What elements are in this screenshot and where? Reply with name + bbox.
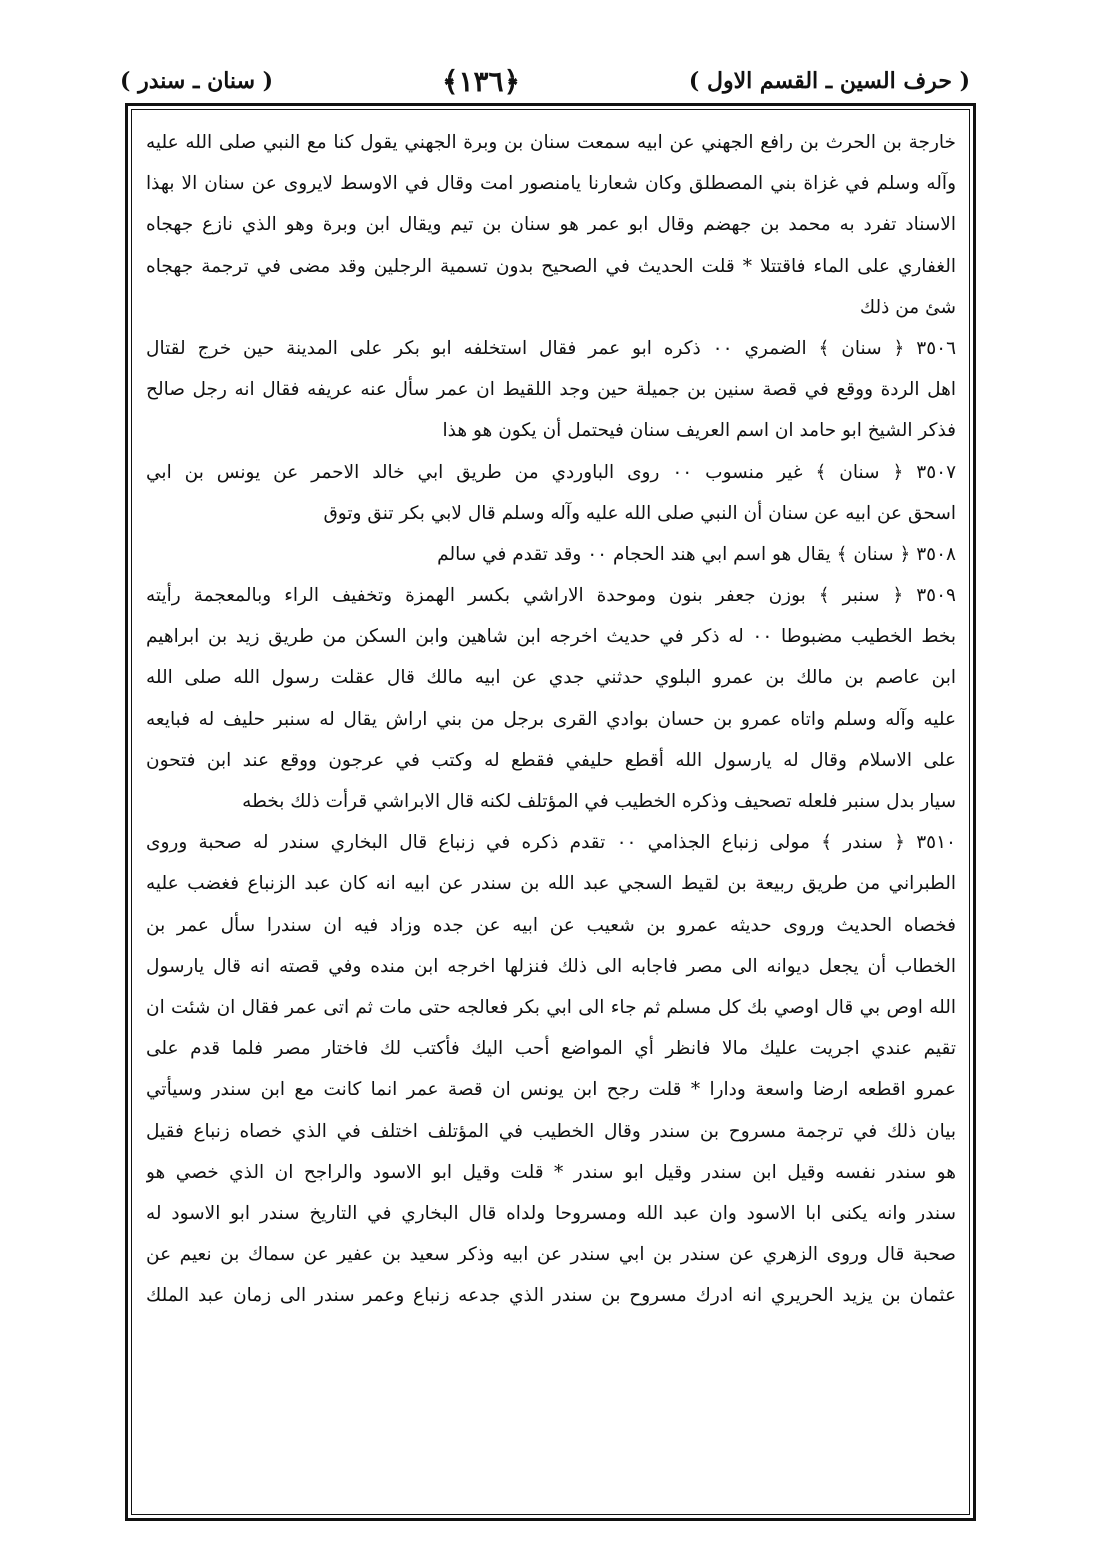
text-line: عثمان بن يزيد الحريري انه ادرك مسروح بن سندر الذي جدعه زنباع وعمر سندر الى زمان عبد الملك [146, 1285, 956, 1307]
header-chapter-title: ( حرف السين ـ القسم الاول ) [688, 68, 970, 94]
body-text [146, 122, 956, 1507]
text-line: الله اوص بي قال اوصي بك كل مسلم ثم جاء الى ابي بكر فعالجه حتى مات ثم اتى عمر فقال ان شئت ان [146, 996, 956, 1018]
entry-3508-line: ٣٥٠٨ ﴿ سنان ﴾ يقال هو اسم ابي هند الحجام ٠٠ وقد تقدم في سالم [437, 543, 956, 565]
text-line: الطبراني من طريق ربيعة بن لقيط السجي عبد الله بن سندر عن ابيه انه كان عبد الزنباع فغضب عليه [146, 873, 956, 895]
page-number: ﴿١٣٦﴾ [442, 64, 520, 98]
text-line: سندر وانه يكنى ابا الاسود وان عبد الله ومسروحا ولداه قال البخاري في التاريخ سندر ابو الاسود له [146, 1202, 956, 1224]
text-line: بيان ذلك في ترجمة مسروح بن سندر وقال الخطيب في المؤتلف اختلف في الذي خصاه زنباع فقيل [146, 1120, 956, 1142]
text-line: عمرو اقطعه ارضا واسعة ودارا * قلت رجح ابن يونس ان قصة عمر انما كانت مع ابن سندر وسيأتي [146, 1079, 956, 1101]
text-line: على الاسلام وقال له يارسول الله أقطع حليفي فقطع له وكتب في عرجون ووقع عند ابن فتحون [146, 749, 956, 771]
text-line: اهل الردة ووقع في قصة سنين بن جميلة حين وجد اللقيط ان عمر سأل عنه عريفه فقال انه رجل صالح [146, 379, 956, 401]
header-entry-range: ( سنان ـ سندر ) [120, 68, 274, 94]
text-line: ابن عاصم بن مالك بن عمرو البلوي حدثني جدي عن ابيه مالك قال عقلت رسول الله صلى الله [146, 667, 956, 689]
text-line: صحبة قال وروى الزهري عن سندر بن ابي سندر عن ابيه وذكر سعيد بن عفير عن سماك بن نعيم عن [146, 1244, 956, 1266]
entry-3509-line: ٣٥٠٩ ﴿ سنبر ﴾ بوزن جعفر بنون وموحدة الاراشي بكسر الهمزة وتخفيف الراء وبالمعجمة رأيته [146, 585, 956, 607]
text-line: الخطاب أن يجعل ديوانه الى مصر فاجابه الى ذلك فنزلها اخرجه ابن منده وفي قصته انه قال يارسول [146, 955, 956, 977]
text-line: الاسناد تفرد به محمد بن جهضم وقال ابو عمر هو سنان بن تيم ويقال ابن وبرة وهو الذي نازع جهجاه [146, 214, 956, 236]
text-line: خارجة بن الحرث بن رافع الجهني عن ابيه سمعت سنان بن وبرة الجهني يقول كنا مع النبي صلى الله عليه [146, 132, 956, 153]
text-line: هو سندر نفسه وقيل ابن سندر وقيل ابو سندر * قلت وقيل ابو الاسود والراجح ان الذي خصي هو [146, 1161, 956, 1183]
entry-3507-line: ٣٥٠٧ ﴿ سنان ﴾ غير منسوب ٠٠ روى الباوردي من طريق ابي خالد الاحمر عن يونس بن ابي [146, 461, 956, 483]
text-line: وآله وسلم في غزاة بني المصطلق وكان شعارنا يامنصور امت وقال في الاوسط لايروى عن سنان الا بهذا [146, 173, 956, 195]
page-header [120, 62, 970, 100]
entry-3510-line: ٣٥١٠ ﴿ سندر ﴾ مولى زنباع الجذامي ٠٠ تقدم ذكره في زنباع قال البخاري سندر له صحبة وروى [146, 832, 956, 854]
text-line: بخط الخطيب مضبوطا ٠٠ له ذكر في حديث اخرجه ابن شاهين وابن السكن من طريق زيد بن ابراهيم [146, 626, 956, 648]
text-line: الغفاري على الماء فاقتتلا * قلت الحديث في الصحيح بدون تسمية الرجلين وقد مضى في ترجمة جهجاه [146, 255, 956, 277]
text-line: شئ من ذلك [859, 296, 956, 318]
text-line: عليه وآله وسلم واتاه عمرو بن حسان بوادي القرى برجل من بني اراش يقال له سنبر حليف له فبايعه [146, 708, 956, 730]
text-line: تقيم عندي اجريت عليك مالا فانظر أي المواضع أحب اليك فأكتب لك فاختار مصر فلما قدم على [146, 1038, 956, 1060]
text-line: فذكر الشيخ ابو حامد ان اسم العريف سنان فيحتمل أن يكون هو هذا [442, 420, 956, 442]
text-line: سيار بدل سنبر فلعله تصحيف وذكره الخطيب في المؤتلف لكنه قال الابراشي قرأت ذلك بخطه [242, 791, 956, 812]
entry-3506-line: ٣٥٠٦ ﴿ سنان ﴾ الضمري ٠٠ ذكره ابو عمر فقال استخلفه ابو بكر على المدينة حين خرج لقتال [146, 337, 956, 359]
text-line: فخصاه الحديث وروى حديثه عمرو بن شعيب عن ابيه عن جده وزاد فيه ان سندرا سأل عمر بن [146, 914, 956, 936]
text-line: اسحق عن ابيه عن سنان أن النبي صلى الله عليه وآله وسلم قال لابي بكر تنق وتوق [323, 502, 956, 524]
